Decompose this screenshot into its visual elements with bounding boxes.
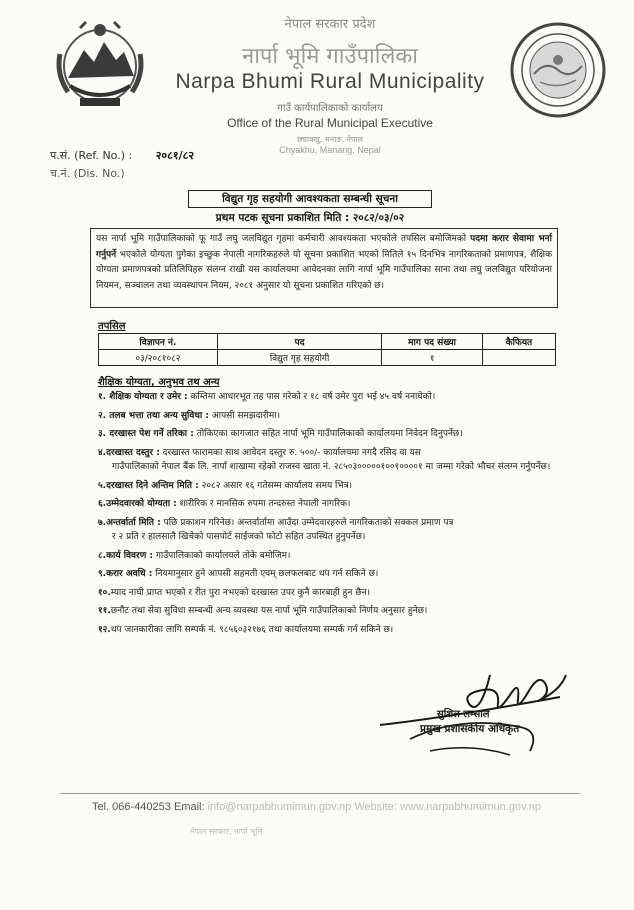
notice-intro (90, 228, 558, 308)
list-item: ४.दरखास्त दस्तुर : दरखास्त फारामका साथ आवेदन दस्तुर रु. ५००/- कार्यालयमा नगदै रसिद वा यस गाउँपालिकाको नेपाल बैंक लि. नार्पा शाखामा रहेको राजस्व खाता नं. २८५०३०००००१००१००००१ मा जम्मा गरेको भौचर संलग्न गर्नुपर्नेछ। (98, 447, 551, 472)
header-municipality-name-nepali: नार्पा भूमि गाउँपालिका (242, 44, 418, 69)
footer-email: info@narpabhumimun.gov.np (207, 801, 352, 813)
cell-ad-number: ०३/२०८१०८२ (99, 350, 218, 366)
footer-website-label: Website: (354, 801, 397, 813)
intro-text-1: यस नार्पा भूमि गाउँपालिकाको फू गाउँ लघु जलविद्युत गृहमा कर्मचारी आवश्यकता भएकोले तपसिल बमोजिमको (96, 234, 467, 244)
ref-label: प.सं. (Ref. No.) : (50, 149, 133, 162)
intro-text-bold: पदमा करार सेवामा भर्ना गर्नुपर्ने (96, 234, 552, 260)
list-item: ३. दरखास्त पेश गर्ने तरिका : तोकिएका कागजात सहित नार्पा भूमि गाउँपालिकाको कार्यालयमा निवेदन दिनुपर्नेछ। (98, 429, 463, 439)
vacancy-table (98, 333, 556, 366)
details-label: तपसिल (98, 321, 126, 332)
signatory-title: प्रमुख प्रशासकीय अधिकृत (420, 723, 520, 735)
list-item: ५.दरखास्त दिने अन्तिम मिति : २०८२ असार १६ गतेसम्म कार्यालय समय भित्र। (98, 480, 353, 491)
intro-text-2: भएकोले योग्यता पुगेका इच्छुक नेपाली नागरिकहरुले यो सूचना प्रकाशित भएको मितिले १५ दिनभित्र नागरिकताको प्रमाणपत्र, शैक्षिक योग्यता प्रमाणपत्रको प्रतिलिपिहरु संलग्न राखी यस कार्यालयमा आवेदनका लागि नार्पा भूमि गाउँपालिका साना तथा लघु जलविद्युत परियोजना नियमन, सञ्चालन तथा व्यवस्थापन नियम, २०८१ अनुसार यो सूचना प्रकाशित गरिएको छ। (96, 249, 552, 291)
footer-tel: Tel. 066-440253 (92, 801, 171, 813)
table-header-row (99, 334, 556, 350)
header-government-line: नेपाल सरकार प्रदेश (284, 17, 376, 32)
list-item: ११.छनौट तथा सेवा सुविधा सम्बन्धी अन्य व्यवस्था यस नार्पा भूमि गाउँपालिकाको निर्णय अनुसार हुनेछ। (98, 606, 428, 616)
reference-number (50, 148, 194, 163)
signatory-name: सुशिल लम्साल (437, 709, 490, 720)
header-municipality-name: Narpa Bhumi Rural Municipality (175, 70, 485, 93)
cell-vacancies: १ (382, 350, 483, 366)
footer-email-label: Email: (173, 801, 205, 813)
col-remarks: कैफियत (482, 334, 555, 350)
list-item: १. शैक्षिक योग्यता र उमेर : कम्तिमा आधारभूत तह पास गरेको र १८ वर्ष उमेर पुरा भई ४५ वर्ष ननाघेको। (98, 392, 436, 402)
office-seal-icon (508, 20, 608, 120)
list-item: ९.करार अवधि : नियमानुसार हुने आपसी सहमती एवम् छलफलबाट थप गर्न सकिने छ। (98, 569, 379, 579)
notice-publish-date: प्रथम पटक सूचना प्रकाशित मिति : २०८२/०३/०२ (215, 212, 405, 224)
dispatch-number: च.नं. (Dis. No.) (50, 167, 125, 180)
footer-contact (92, 801, 541, 813)
footer-website: www.narpabhumimun.gov.np (399, 801, 542, 813)
cell-remarks (482, 350, 555, 366)
col-vacancies: माग पद संख्या (382, 334, 483, 350)
list-item: १२.थप जानकारीका लागि सम्पर्क नं. ९८५६०३२१७६ तथा कार्यालयमा सम्पर्क गर्न सकिने छ। (98, 624, 394, 635)
notice-title: विद्युत गृह सहयोगी आवश्यकता सम्बन्धी सूचना (188, 190, 432, 208)
header-address-nepali: छ्याक्खु, मनाङ, नेपाल (297, 135, 363, 144)
list-item: १०.म्याद नाघी प्राप्त भएको र रीत पुरा नभएको दरखास्त उपर कुनै कारबाही हुन छैन। (98, 587, 371, 598)
list-item: ७.अन्तर्वार्ता मिति : पछि प्रकाशन गरिनेछ। अन्तर्वार्तामा आउँदा उम्मेदवारहरुले नागरिकताको सक्कल प्रमाण पत्र र २ प्रति र हालसालै खिचेको पासपोर्ट साईजको फोटो सहित उपस्थित हुनुपर्नेछ। (98, 517, 454, 542)
list-item: २. तलब भत्ता तथा अन्य सुविधा : आपसी समझदारीमा। (98, 410, 280, 421)
header-office-nepali: गाउँ कार्यपालिकाको कार्यालय (277, 103, 383, 114)
footer-divider (60, 793, 580, 794)
government-emblem-icon (50, 14, 150, 114)
cell-post: विद्युत गृह सहयोगी (217, 350, 382, 366)
col-post: पद (217, 334, 382, 350)
list-item: ६.उम्मेदवारको योग्यता : शारीरिक र मानसिक रुपमा तन्दरुस्त नेपाली नागरिक। (98, 499, 351, 509)
footer-nepali-line: नेपाल सरकार, नार्पा भूमि (190, 827, 263, 836)
list-item: ८.कार्य विवरण : गाउँपालिकाको कार्यालयले तोके बमोजिम। (98, 550, 291, 561)
header-office: Office of the Rural Municipal Executive (227, 116, 433, 130)
header-address: Chyakhu, Manang, Nepal (279, 145, 381, 155)
col-ad-number: विज्ञापन नं. (99, 334, 218, 350)
qualifications-list (98, 390, 558, 641)
table-row (99, 350, 556, 366)
qualifications-heading: शैक्षिक योग्यता, अनुभव तथ अन्य (98, 377, 220, 388)
ref-value: २०८१/८२ (155, 149, 195, 162)
